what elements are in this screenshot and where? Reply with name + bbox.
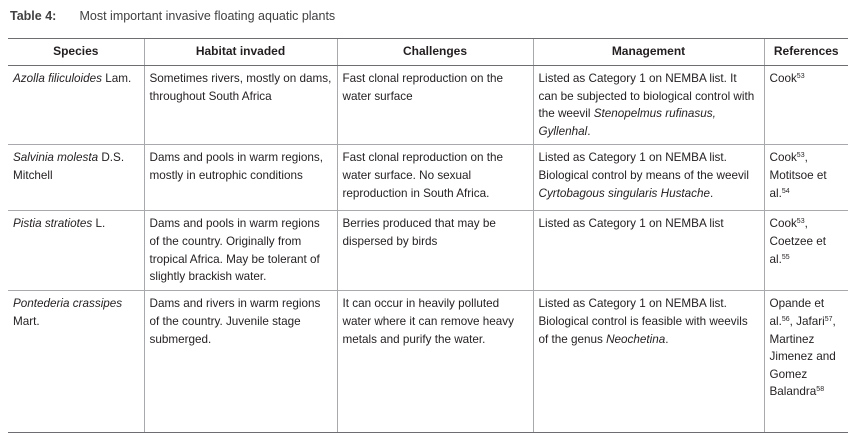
habitat-cell: Dams and pools in warm regions, mostly in eutrophic conditions xyxy=(144,145,337,211)
species-cell xyxy=(8,66,144,145)
habitat-cell: Dams and rivers in warm regions of the country. Juvenile stage submerged. xyxy=(144,291,337,433)
management-cell xyxy=(533,291,764,433)
species-name: Salvinia molesta xyxy=(13,151,99,165)
species-cell xyxy=(8,145,144,211)
reference-separator: , xyxy=(804,217,808,231)
table-header-row xyxy=(8,39,848,66)
references-cell xyxy=(764,211,848,291)
management-text: Listed as Category 1 on NEMBA list. Biological control is feasible with weevils of the genus xyxy=(538,297,748,346)
references-cell xyxy=(764,66,848,145)
reference-number: 56 xyxy=(781,315,790,323)
reference-author: Motitsoe et al. xyxy=(769,168,827,200)
reference-author: Martinez Jimenez and Gomez Balandra xyxy=(769,332,836,399)
management-tail: . xyxy=(587,124,591,138)
management-tail: . xyxy=(710,186,714,200)
reference-author: Opande et al. xyxy=(769,297,825,328)
table-title: Most important invasive floating aquatic plants xyxy=(79,9,336,23)
species-author: Lam. xyxy=(102,72,132,85)
references-cell xyxy=(764,145,848,211)
reference-separator: , xyxy=(832,314,836,328)
invasive-plants-table xyxy=(8,38,848,433)
reference-number: 53 xyxy=(796,152,805,160)
table-label: Table 4: xyxy=(10,9,57,23)
reference-number: 57 xyxy=(824,315,833,323)
management-text: Listed as Category 1 on NEMBA list xyxy=(538,217,724,231)
management-text: Listed as Category 1 on NEMBA list. Biological control by means of the weevil xyxy=(538,151,749,182)
management-cell xyxy=(533,66,764,145)
species-author: L. xyxy=(92,217,106,231)
species-name: Pontederia crassipes xyxy=(13,297,123,311)
reference-number: 54 xyxy=(781,187,790,195)
challenges-cell: Berries produced that may be dispersed by birds xyxy=(337,211,533,291)
management-cell xyxy=(533,211,764,291)
species-name: Pistia stratiotes xyxy=(13,217,93,231)
reference-separator: , xyxy=(789,314,793,328)
reference-number: 58 xyxy=(816,386,825,394)
habitat-cell: Dams and pools in warm regions of the country. Originally from tropical Africa. May be tolerant of slightly brackish water. xyxy=(144,211,337,291)
challenges-cell: Fast clonal reproduction on the water surface. No sexual reproduction in South Africa. xyxy=(337,145,533,211)
table-row xyxy=(8,66,848,145)
challenges-cell: It can occur in heavily polluted water where it can remove heavy metals and purify the water. xyxy=(337,291,533,433)
reference-author: Cook xyxy=(769,217,797,231)
species-cell xyxy=(8,291,144,433)
reference-author: Cook xyxy=(769,72,797,85)
table-row xyxy=(8,291,848,433)
reference-separator: , xyxy=(804,151,808,165)
reference-number: 53 xyxy=(796,73,805,80)
reference-number: 53 xyxy=(796,218,805,226)
species-author: Mart. xyxy=(13,314,40,328)
habitat-cell: Sometimes rivers, mostly on dams, throughout South Africa xyxy=(144,66,337,145)
management-species: Stenopelmus rufinasus, Gyllenhal xyxy=(538,107,716,138)
management-species: Cyrtobagous singularis Hustache xyxy=(538,186,711,200)
table-row xyxy=(8,145,848,211)
species-name: Azolla filiculoides xyxy=(13,72,102,85)
header-challenges: Challenges xyxy=(337,39,533,66)
management-cell xyxy=(533,145,764,211)
references-cell xyxy=(764,291,848,433)
management-tail: . xyxy=(665,332,669,346)
reference-author: Jafari xyxy=(796,314,825,328)
management-text: Listed as Category 1 on NEMBA list. It can be subjected to biological control with the weevil xyxy=(538,72,755,121)
reference-author: Coetzee et al. xyxy=(769,234,827,266)
table-row xyxy=(8,211,848,291)
table-caption xyxy=(10,9,335,23)
header-management: Management xyxy=(533,39,764,66)
challenges-cell: Fast clonal reproduction on the water surface xyxy=(337,66,533,145)
reference-number: 55 xyxy=(781,253,790,261)
header-species: Species xyxy=(8,39,144,66)
header-habitat: Habitat invaded xyxy=(144,39,337,66)
management-species: Neochetina xyxy=(606,332,666,346)
header-references: References xyxy=(764,39,848,66)
reference-author: Cook xyxy=(769,151,797,165)
species-cell xyxy=(8,211,144,291)
species-author: D.S. Mitchell xyxy=(13,151,125,182)
